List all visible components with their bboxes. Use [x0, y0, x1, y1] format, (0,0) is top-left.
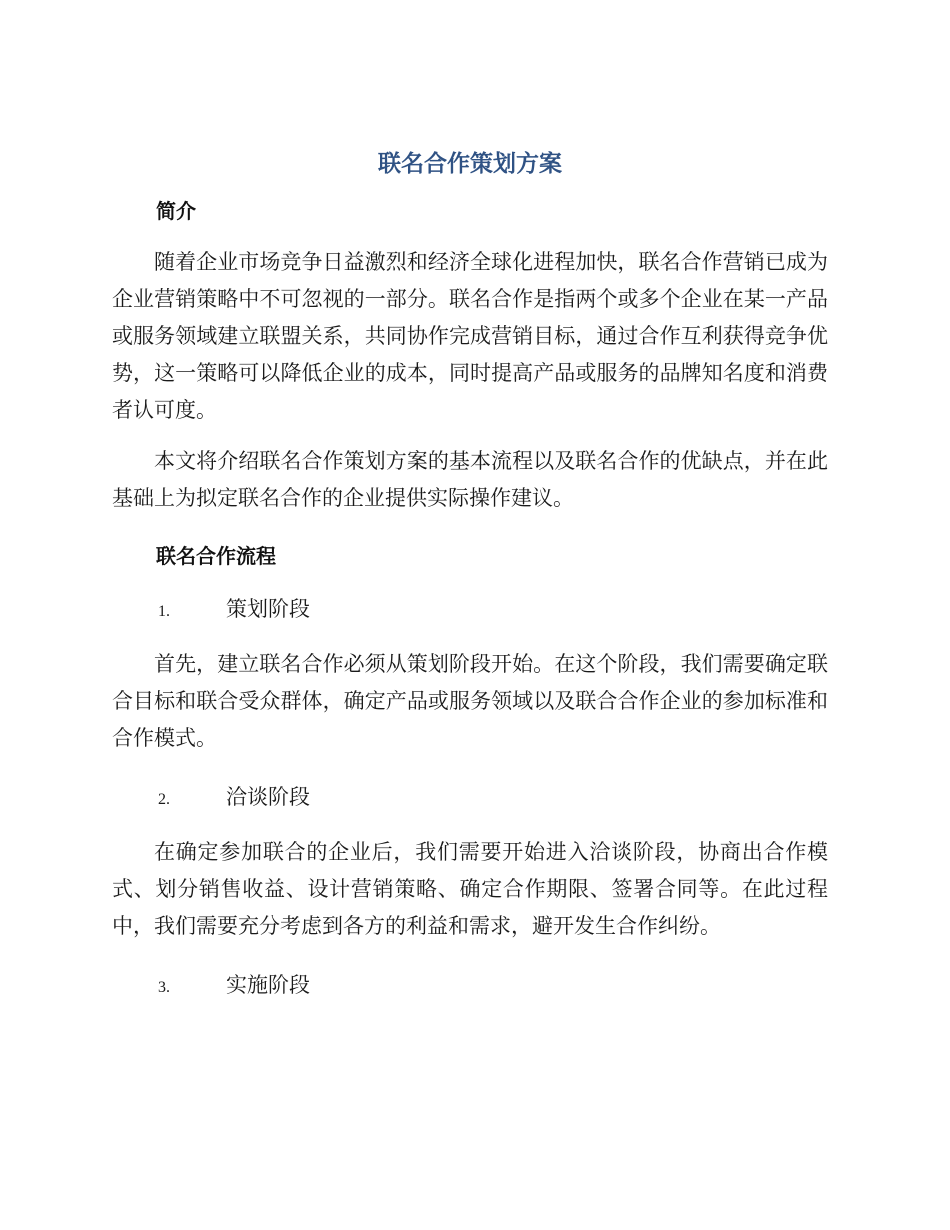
step-number: 3.	[158, 979, 170, 996]
step-item-1	[112, 591, 828, 630]
step-label: 洽谈阶段	[226, 785, 310, 809]
step-number: 2.	[158, 791, 170, 808]
section-heading-process: 联名合作流程	[156, 544, 276, 568]
step-item-3	[112, 967, 828, 1006]
section-heading-intro: 简介	[156, 199, 196, 223]
intro-paragraph-1: 随着企业市场竞争日益激烈和经济全球化进程加快，联名合作营销已成为企业营销策略中不可忽视的一部分。联名合作是指两个或多个企业在某一产品或服务领域建立联盟关系，共同协作完成营销目标，通过合作互利获得竞争优势，这一策略可以降低企业的成本，同时提高产品或服务的品牌知名度和消费者认可度。	[112, 250, 828, 422]
step-item-2	[112, 779, 828, 818]
intro-paragraph-2: 本文将介绍联名合作策划方案的基本流程以及联名合作的优缺点，并在此基础上为拟定联名合作的企业提供实际操作建议。	[112, 449, 828, 510]
document-title: 联名合作策划方案	[378, 151, 562, 177]
step-label: 策划阶段	[226, 597, 310, 621]
step-label: 实施阶段	[226, 973, 310, 997]
step-2-paragraph: 在确定参加联合的企业后，我们需要开始进入洽谈阶段，协商出合作模式、划分销售收益、设计营销策略、确定合作期限、签署合同等。在此过程中，我们需要充分考虑到各方的利益和需求，避开发生合作纠纷。	[112, 840, 828, 938]
document-content	[112, 140, 828, 1022]
step-1-paragraph: 首先，建立联名合作必须从策划阶段开始。在这个阶段，我们需要确定联合目标和联合受众群体，确定产品或服务领域以及联合合作企业的参加标准和合作模式。	[112, 652, 828, 750]
step-number: 1.	[158, 603, 170, 620]
